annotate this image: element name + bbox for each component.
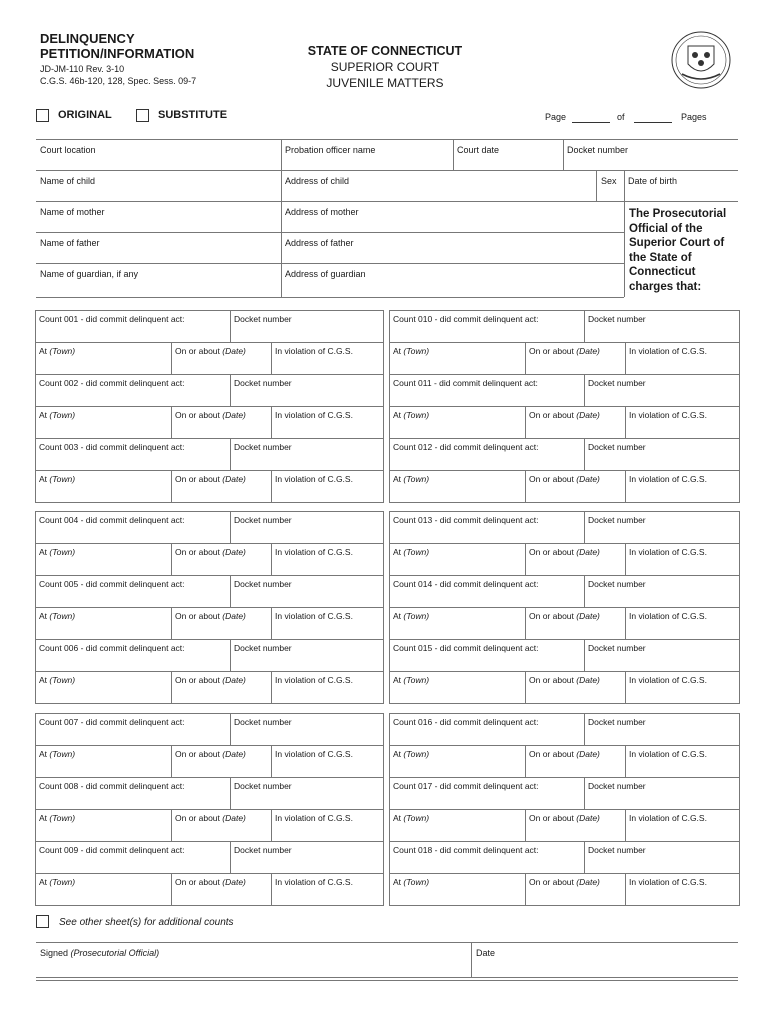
original-label: ORIGINAL [58,109,112,121]
info-divider [563,140,564,170]
state-seal-icon [670,30,732,92]
count-docket-field[interactable]: Docket number [230,778,383,809]
count-act-row [390,639,739,671]
court-date-field[interactable]: Court date [457,145,500,155]
count-date-field[interactable]: On or about (Date) [525,810,625,841]
count-act-row [390,311,739,342]
count-town-field[interactable]: At (Town) [39,547,76,557]
count-act-field[interactable]: Count 006 - did commit delinquent act: [39,643,185,653]
count-location-row [390,745,739,777]
substitute-checkbox[interactable] [136,109,149,122]
count-act-field[interactable]: Count 001 - did commit delinquent act: [39,314,185,324]
guardian-name-field[interactable]: Name of guardian, if any [40,269,139,279]
dob-field[interactable]: Date of birth [628,176,678,186]
page-of-label: of [617,112,625,122]
count-location-row [36,873,383,905]
title-line-1: DELINQUENCY [40,31,135,46]
count-box [35,310,384,503]
info-divider [596,171,597,201]
info-divider [281,140,282,297]
page-total-field[interactable] [634,114,672,123]
count-location-row [390,543,739,575]
count-violation-field[interactable]: In violation of C.G.S. [271,608,383,639]
charges-statement: The Prosecutorial Official of the Superior Court of the State of Connecticut charges that: [629,208,727,293]
count-town-field[interactable]: At (Town) [39,410,76,420]
count-town-field[interactable]: At (Town) [39,877,76,887]
count-town-field[interactable]: At (Town) [393,474,430,484]
count-date-field[interactable]: On or about (Date) [525,544,625,575]
count-violation-field[interactable]: In violation of C.G.S. [271,343,383,374]
count-act-row [36,841,383,873]
count-act-field[interactable]: Count 012 - did commit delinquent act: [393,442,539,452]
count-town-field[interactable]: At (Town) [39,675,76,685]
count-act-field[interactable]: Count 007 - did commit delinquent act: [39,717,185,727]
count-act-row [390,512,739,543]
count-date-field[interactable]: On or about (Date) [525,672,625,703]
title-line-2: PETITION/INFORMATION [40,46,195,61]
count-violation-field[interactable]: In violation of C.G.S. [271,672,383,703]
count-violation-field[interactable]: In violation of C.G.S. [625,672,739,703]
signed-sub-label: (Prosecutorial Official) [70,948,160,958]
info-top-rule [36,139,738,140]
count-act-row [36,374,383,406]
count-docket-field[interactable]: Docket number [230,640,383,671]
form-title [40,31,194,61]
count-violation-field[interactable]: In violation of C.G.S. [625,471,739,502]
count-date-field[interactable]: On or about (Date) [171,810,271,841]
page-label: Page [545,112,567,122]
count-act-row [36,438,383,470]
count-location-row [390,406,739,438]
count-docket-field[interactable]: Docket number [584,311,739,342]
count-act-field[interactable]: Count 002 - did commit delinquent act: [39,378,185,388]
form-number: JD-JM-110 Rev. 3-10 [40,64,125,74]
count-date-field[interactable]: On or about (Date) [525,343,625,374]
original-checkbox[interactable] [36,109,49,122]
pages-label: Pages [681,112,707,122]
count-violation-field[interactable]: In violation of C.G.S. [625,746,739,777]
count-location-row [390,607,739,639]
count-date-field[interactable]: On or about (Date) [525,874,625,905]
count-town-field[interactable]: At (Town) [39,813,76,823]
count-docket-field[interactable]: Docket number [584,778,739,809]
count-violation-field[interactable]: In violation of C.G.S. [271,544,383,575]
count-location-row [390,671,739,703]
count-violation-field[interactable]: In violation of C.G.S. [625,544,739,575]
count-date-field[interactable]: On or about (Date) [171,608,271,639]
count-act-field[interactable]: Count 018 - did commit delinquent act: [393,845,539,855]
count-act-row [36,575,383,607]
count-act-row [390,438,739,470]
count-act-field[interactable]: Count 005 - did commit delinquent act: [39,579,185,589]
count-location-row [36,543,383,575]
count-date-field[interactable]: On or about (Date) [171,672,271,703]
count-date-field[interactable]: On or about (Date) [525,746,625,777]
count-box [389,310,740,503]
count-docket-field[interactable]: Docket number [230,576,383,607]
see-other-checkbox[interactable] [36,915,49,928]
count-location-row [36,406,383,438]
count-location-row [36,342,383,374]
count-location-row [390,342,739,374]
see-other-label: See other sheet(s) for additional counts [59,917,234,928]
count-act-field[interactable]: Count 013 - did commit delinquent act: [393,515,539,525]
state-heading: STATE OF CONNECTICUT [307,44,463,58]
count-location-row [36,809,383,841]
count-date-field[interactable]: On or about (Date) [525,471,625,502]
count-act-row [36,639,383,671]
count-town-field[interactable]: At (Town) [393,547,430,557]
count-date-field[interactable]: On or about (Date) [171,471,271,502]
count-act-field[interactable]: Count 009 - did commit delinquent act: [39,845,185,855]
count-act-row [390,374,739,406]
substitute-label: SUBSTITUTE [158,109,228,121]
signature-bottom-rule-double [36,980,738,981]
count-location-row [36,470,383,502]
child-name-field[interactable]: Name of child [40,176,96,186]
count-act-field[interactable]: Count 014 - did commit delinquent act: [393,579,539,589]
info-bottom-rule [36,297,624,298]
count-violation-field[interactable]: In violation of C.G.S. [271,874,383,905]
count-act-row [36,311,383,342]
count-town-field[interactable]: At (Town) [39,611,76,621]
count-date-field[interactable]: On or about (Date) [171,746,271,777]
signature-field[interactable] [40,948,159,958]
count-docket-field[interactable]: Docket number [584,640,739,671]
info-rule [36,232,624,233]
statutes: C.G.S. 46b-120, 128, Spec. Sess. 09-7 [40,76,197,86]
count-act-field[interactable]: Count 011 - did commit delinquent act: [393,378,538,388]
count-violation-field[interactable]: In violation of C.G.S. [625,810,739,841]
count-town-field[interactable]: At (Town) [39,749,76,759]
count-act-field[interactable]: Count 015 - did commit delinquent act: [393,643,539,653]
count-town-field[interactable]: At (Town) [393,813,430,823]
signature-date-field[interactable]: Date [476,948,496,958]
count-date-field[interactable]: On or about (Date) [171,544,271,575]
count-location-row [390,809,739,841]
count-act-row [36,512,383,543]
count-date-field[interactable]: On or about (Date) [525,407,625,438]
count-docket-field[interactable]: Docket number [584,842,739,873]
count-act-field[interactable]: Count 003 - did commit delinquent act: [39,442,185,452]
child-address-field[interactable]: Address of child [285,176,350,186]
signature-bottom-rule [36,977,738,978]
count-act-row [36,777,383,809]
count-town-field[interactable]: At (Town) [393,611,430,621]
count-date-field[interactable]: On or about (Date) [171,343,271,374]
count-act-field[interactable]: Count 008 - did commit delinquent act: [39,781,185,791]
signed-label: Signed [40,948,69,958]
count-town-field[interactable]: At (Town) [393,410,430,420]
count-town-field[interactable]: At (Town) [393,877,430,887]
count-docket-field[interactable]: Docket number [230,311,383,342]
count-act-row [36,714,383,745]
mother-name-field[interactable]: Name of mother [40,207,105,217]
count-town-field[interactable]: At (Town) [39,346,76,356]
division-heading: JUVENILE MATTERS [326,76,444,90]
guardian-address-field[interactable]: Address of guardian [285,269,366,279]
count-location-row [390,470,739,502]
count-location-row [36,745,383,777]
count-docket-field[interactable]: Docket number [230,439,383,470]
count-date-field[interactable]: On or about (Date) [525,608,625,639]
count-violation-field[interactable]: In violation of C.G.S. [271,810,383,841]
count-docket-field[interactable]: Docket number [230,375,383,406]
count-violation-field[interactable]: In violation of C.G.S. [625,608,739,639]
count-location-row [36,607,383,639]
count-docket-field[interactable]: Docket number [584,439,739,470]
father-name-field[interactable]: Name of father [40,238,100,248]
page-number-field[interactable] [572,114,610,123]
info-rule [36,201,738,202]
info-rule [36,170,738,171]
info-rule [36,263,624,264]
count-act-row [390,714,739,745]
count-town-field[interactable]: At (Town) [393,749,430,759]
count-date-field[interactable]: On or about (Date) [171,407,271,438]
count-docket-field[interactable]: Docket number [230,842,383,873]
count-box [35,713,384,906]
info-divider [624,171,625,297]
count-act-row [390,575,739,607]
count-violation-field[interactable]: In violation of C.G.S. [625,407,739,438]
count-box [389,511,740,704]
count-docket-field[interactable]: Docket number [584,512,739,543]
mother-address-field[interactable]: Address of mother [285,207,359,217]
count-violation-field[interactable]: In violation of C.G.S. [271,746,383,777]
count-violation-field[interactable]: In violation of C.G.S. [271,471,383,502]
count-date-field[interactable]: On or about (Date) [171,874,271,905]
father-address-field[interactable]: Address of father [285,238,354,248]
count-act-field[interactable]: Count 017 - did commit delinquent act: [393,781,539,791]
count-violation-field[interactable]: In violation of C.G.S. [625,874,739,905]
signature-top-rule [36,942,738,943]
count-docket-field[interactable]: Docket number [230,714,383,745]
count-act-field[interactable]: Count 004 - did commit delinquent act: [39,515,185,525]
court-heading: SUPERIOR COURT [330,60,440,74]
count-docket-field[interactable]: Docket number [230,512,383,543]
sex-field[interactable]: Sex [601,176,617,186]
count-act-field[interactable]: Count 016 - did commit delinquent act: [393,717,539,727]
count-town-field[interactable]: At (Town) [393,346,430,356]
count-violation-field[interactable]: In violation of C.G.S. [271,407,383,438]
signature-divider [471,943,472,977]
count-town-field[interactable]: At (Town) [393,675,430,685]
count-act-row [390,777,739,809]
count-act-row [390,841,739,873]
count-location-row [390,873,739,905]
court-location-field[interactable]: Court location [40,145,96,155]
info-divider [453,140,454,170]
count-docket-field[interactable]: Docket number [584,714,739,745]
probation-officer-field[interactable]: Probation officer name [285,145,376,155]
count-violation-field[interactable]: In violation of C.G.S. [625,343,739,374]
count-box [389,713,740,906]
count-docket-field[interactable]: Docket number [584,576,739,607]
count-town-field[interactable]: At (Town) [39,474,76,484]
count-box [35,511,384,704]
count-docket-field[interactable]: Docket number [584,375,739,406]
count-act-field[interactable]: Count 010 - did commit delinquent act: [393,314,539,324]
docket-number-field[interactable]: Docket number [567,145,629,155]
count-location-row [36,671,383,703]
